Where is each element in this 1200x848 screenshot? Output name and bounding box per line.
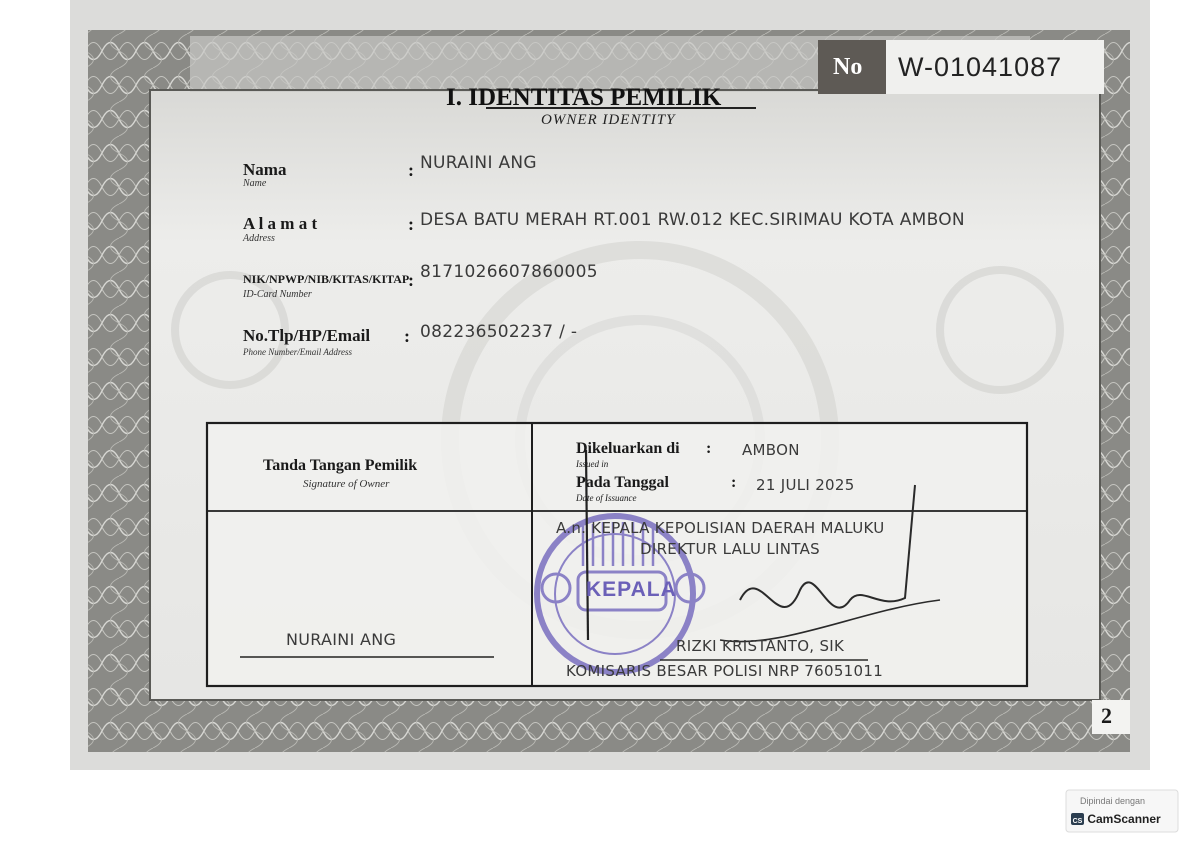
address-sublabel: Address — [243, 233, 275, 244]
owner-signature-title: Tanda Tangan Pemilik — [263, 457, 418, 474]
official-name: RIZKI KRISTANTO, SIK — [676, 637, 845, 655]
name-value: NURAINI ANG — [420, 153, 537, 173]
date-label: Pada Tanggal — [576, 474, 669, 491]
camscanner-logo: CS CamScanner — [1072, 812, 1161, 826]
phone-value: 082236502237 / - — [420, 322, 578, 342]
stamp-text: KEPALA — [586, 578, 677, 601]
name-sublabel: Name — [243, 178, 267, 189]
issued-sublabel: Issued in — [576, 459, 609, 469]
camscanner-caption: Dipindai dengan — [1080, 796, 1146, 806]
phone-label: No.Tlp/HP/Email — [243, 326, 371, 345]
id-label: NIK/NPWP/NIB/KITAS/KITAP — [243, 272, 410, 286]
issued-label: Dikeluarkan di — [576, 440, 680, 457]
name-label: Nama — [243, 160, 287, 179]
date-sublabel: Date of Issuance — [576, 493, 637, 503]
authority-line-1: A.n. KEPALA KEPOLISIAN DAERAH MALUKU — [556, 519, 885, 537]
page-number: 2 — [1101, 703, 1112, 728]
id-sublabel: ID-Card Number — [243, 289, 312, 300]
date-value: 21 JULI 2025 — [756, 476, 855, 494]
official-rank: KOMISARIS BESAR POLISI NRP 76051011 — [566, 662, 884, 680]
address-label: A l a m a t — [243, 214, 318, 233]
authority-line-2: DIREKTUR LALU LINTAS — [640, 540, 820, 558]
issued-value: AMBON — [742, 441, 800, 459]
section-title: I. IDENTITAS PEMILIK — [446, 84, 722, 111]
owner-signature-name: NURAINI ANG — [286, 630, 397, 649]
section-subtitle: OWNER IDENTITY — [541, 112, 676, 128]
id-value: 8171026607860005 — [420, 262, 598, 282]
doc-number-label: No — [833, 54, 863, 80]
phone-sublabel: Phone Number/Email Address — [243, 347, 352, 357]
doc-number-value: W-01041087 — [898, 52, 1063, 82]
owner-signature-subtitle: Signature of Owner — [303, 478, 390, 490]
address-value: DESA BATU MERAH RT.001 RW.012 KEC.SIRIMAU KOTA AMBON — [420, 210, 965, 230]
